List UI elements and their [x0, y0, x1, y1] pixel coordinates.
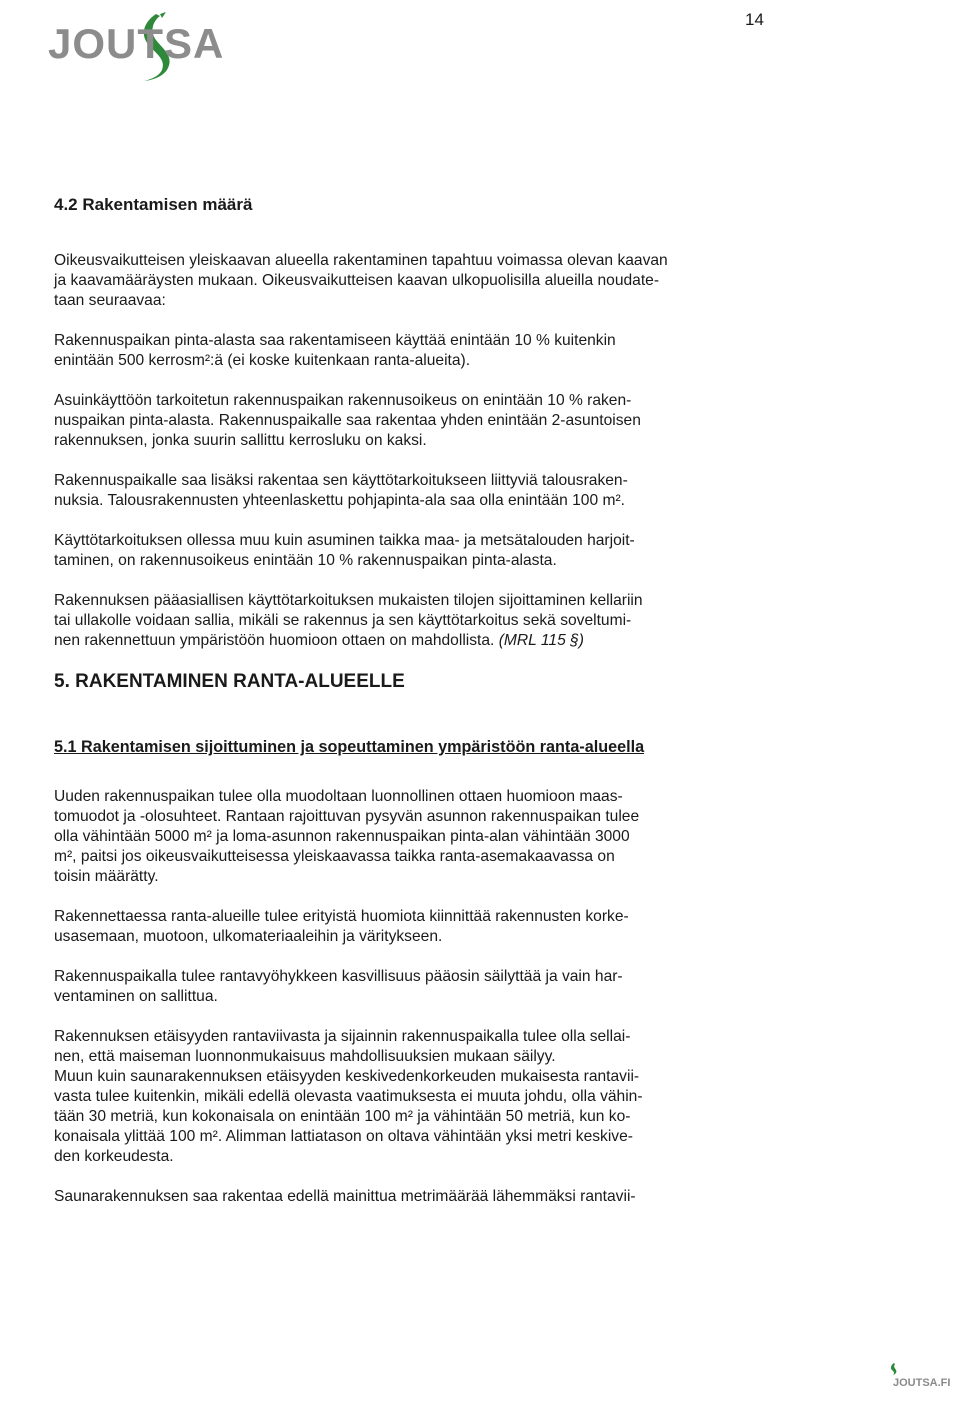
paragraph: Rakennuspaikalle saa lisäksi rakentaa sen käyttötarkoitukseen liittyviä talousraken- nuksia. Talousrakennusten yhteenlaskettu pohjapinta-ala saa olla enintään 100 m². — [54, 472, 628, 509]
section-heading-5-1: 5.1 Rakentamisen sijoittuminen ja sopeuttaminen ympäristöön ranta-alueella — [54, 738, 645, 756]
paragraph: Rakennuspaikan pinta-alasta saa rakentamiseen käyttää enintään 10 % kuitenkin enintään 500 kerrosm²:ä (ei koske kuitenkaan ranta-alueita). — [54, 332, 616, 369]
paragraph: Uuden rakennuspaikan tulee olla muodoltaan luonnollinen ottaen huomioon maas- tomuodot ja -olosuhteet. Rantaan rajoittuvan pysyvän asunnon rakennuspaikan tulee olla vähintään 5000 m² ja loma-asunnon rakennuspaikan pinta-alan vähintään 3000 m², paitsi jos oikeusvaikutteisessa yleiskaavassa taikka ranta-asemakaavassa on toisin määrätty. — [54, 788, 640, 885]
section-heading-5: 5. RAKENTAMINEN RANTA-ALUEELLE — [54, 671, 405, 692]
joutsa-logo — [44, 4, 225, 89]
footer-logo-text: JOUTSA.FI — [893, 1377, 951, 1389]
paragraph: Rakennuksen etäisyyden rantaviivasta ja sijainnin rakennuspaikalla tulee olla sellai- nen, että maiseman luonnonmukaisuus mahdollisuuksien mukaan säilyy. — [54, 1028, 631, 1065]
paragraph: Rakennettaessa ranta-alueille tulee erityistä huomiota kiinnittää rakennusten korke- usasemaan, muotoon, ulkomateriaaleihin ja väritykseen. — [54, 908, 629, 945]
paragraph: Asuinkäyttöön tarkoitetun rakennuspaikan rakennusoikeus on enintään 10 % raken- nuspaikan pinta-alasta. Rakennuspaikalle saa rakentaa yhden enintään 2-asuntoisen rakennuksen, jonka suurin sallittu kerrosluku on kaksi. — [54, 392, 641, 449]
logo-wordmark: JOUTSA — [48, 20, 225, 67]
paragraph-text: Rakennuksen pääasiallisen käyttötarkoituksen mukaisten tilojen sijoittaminen kellariin tai ullakolle voidaan sallia, mikäli se rakennus ja sen käyttötarkoitus sekä soveltumi- nen rakennettuun ympäristöön huomioon ottaen on mahdollista. — [54, 592, 643, 649]
law-reference: (MRL 115 §) — [498, 632, 584, 649]
paragraph: Käyttötarkoituksen ollessa muu kuin asuminen taikka maa- ja metsätalouden harjoit- taminen, on rakennusoikeus enintään 10 % rakennuspaikan pinta-alasta. — [54, 532, 635, 569]
paragraph: Muun kuin saunarakennuksen etäisyyden keskivedenkorkeuden mukaisesta rantavii- vasta tulee kuitenkin, mikäli edellä olevasta vaatimuksesta ei muuta johdu, olla vähin- tään 30 metriä, kun kokonaisala on enintään 100 m² ja vähintään 50 metriä, kun ko- konaisala ylittää 100 m². Alimman lattiatason on oltava vähintään yksi metri keskive- den korkeudesta. — [54, 1068, 643, 1165]
paragraph-with-reference — [54, 591, 734, 651]
paragraph: Oikeusvaikutteisen yleiskaavan alueella rakentaminen tapahtuu voimassa olevan kaavan ja kaavamääräysten mukaan. Oikeusvaikutteisen kaavan ulkopuolisilla alueilla noudate- taan seuraavaa: — [54, 252, 668, 309]
paragraph: Rakennuspaikalla tulee rantavyöhykkeen kasvillisuus pääosin säilyttää ja vain har- ventaminen on sallittua. — [54, 968, 623, 1005]
paragraph: Saunarakennuksen saa rakentaa edellä mainittua metrimäärää lähemmäksi rantavii- — [54, 1188, 636, 1205]
page-number: 14 — [745, 10, 764, 29]
document-body — [54, 195, 734, 1227]
section-heading-4-2: 4.2 Rakentamisen määrä — [54, 195, 253, 214]
